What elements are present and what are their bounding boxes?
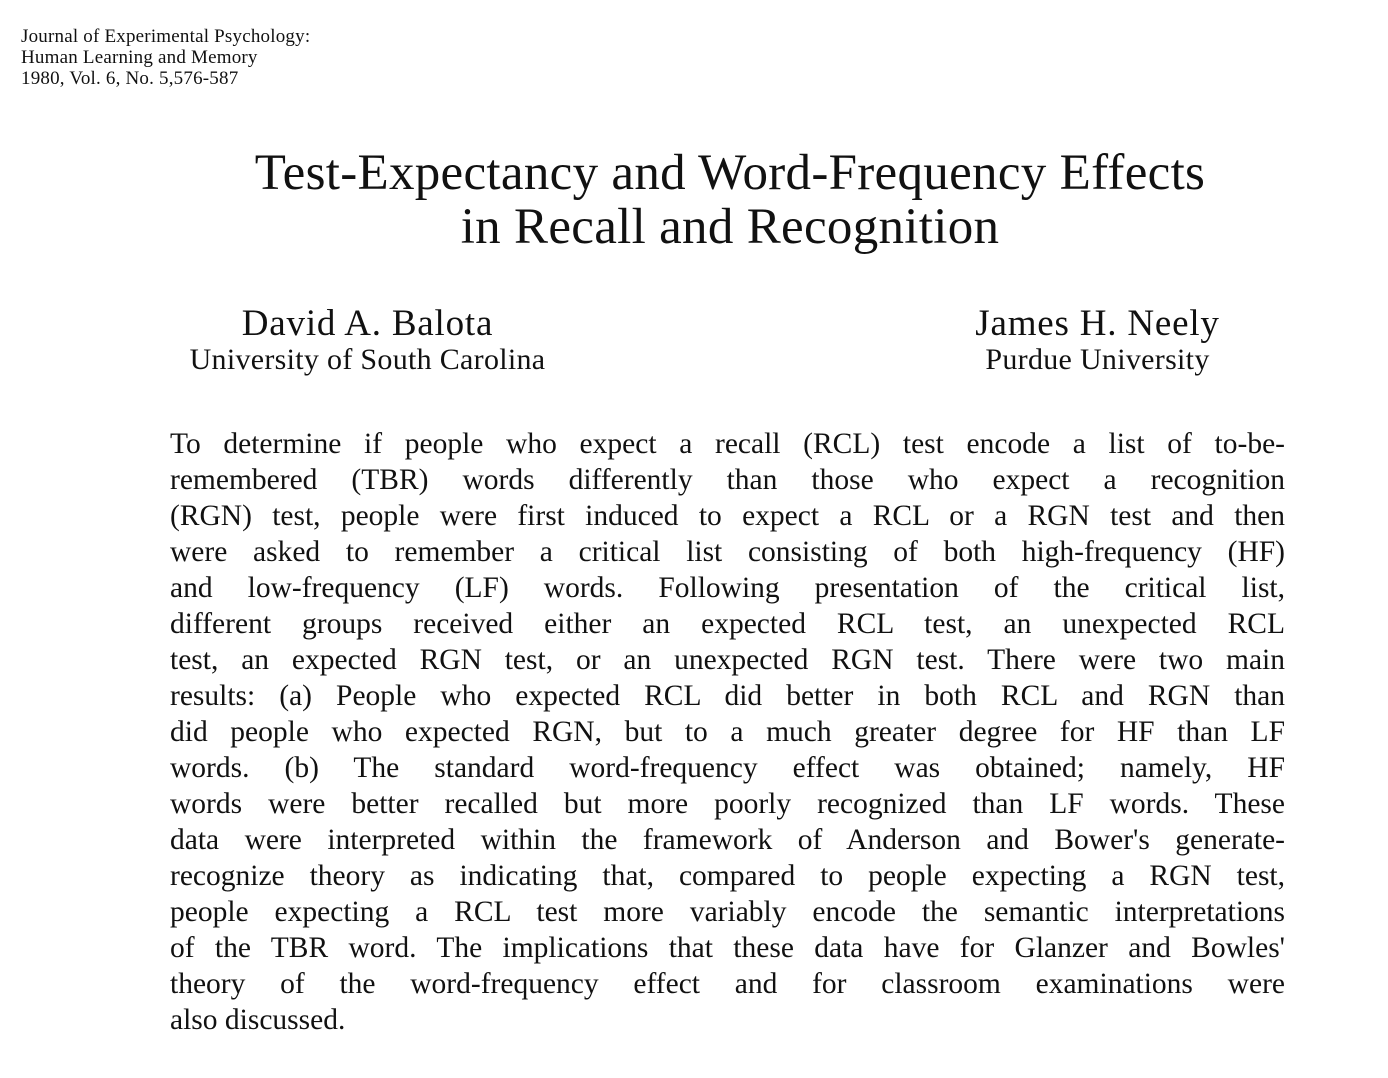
abstract-line: data were interpreted within the framework of Anderson and Bower's generate- <box>170 824 1285 856</box>
abstract <box>170 426 1285 1038</box>
abstract-line: To determine if people who expect a recall (RCL) test encode a list of to-be- <box>170 428 1285 460</box>
abstract-line: results: (a) People who expected RCL did better in both RCL and RGN than <box>170 680 1285 712</box>
abstract-line: and low-frequency (LF) words. Following presentation of the critical list, <box>170 572 1285 604</box>
abstract-line: remembered (TBR) words differently than those who expect a recognition <box>170 464 1285 496</box>
abstract-line: were asked to remember a critical list consisting of both high-frequency (HF) <box>170 536 1285 568</box>
abstract-line: theory of the word-frequency effect and for classroom examinations were <box>170 968 1285 1000</box>
abstract-line: words. (b) The standard word-frequency effect was obtained; namely, HF <box>170 752 1285 784</box>
abstract-line: did people who expected RGN, but to a much greater degree for HF than LF <box>170 716 1285 748</box>
abstract-line: different groups received either an expected RCL test, an unexpected RCL <box>170 608 1285 640</box>
author-block-1 <box>140 304 595 376</box>
abstract-line: people expecting a RCL test more variably encode the semantic interpretations <box>170 896 1285 928</box>
abstract-line: recognize theory as indicating that, compared to people expecting a RGN test, <box>170 860 1285 892</box>
journal-citation <box>21 26 310 89</box>
journal-name: Journal of Experimental Psychology: <box>21 26 311 47</box>
author-block-2 <box>930 304 1265 376</box>
paper-title <box>0 146 1388 254</box>
paper-title-line-2: in Recall and Recognition <box>460 199 1000 255</box>
author-affiliation: Purdue University <box>985 343 1210 376</box>
author-name: David A. Balota <box>241 303 494 344</box>
abstract-line: test, an expected RGN test, or an unexpected RGN test. There were two main <box>170 644 1285 676</box>
author-name: James H. Neely <box>975 303 1220 344</box>
abstract-line: words were better recalled but more poorly recognized than LF words. These <box>170 788 1285 820</box>
abstract-line: of the TBR word. The implications that these data have for Glanzer and Bowles' <box>170 932 1285 964</box>
abstract-line: (RGN) test, people were first induced to expect a RCL or a RGN test and then <box>170 500 1285 532</box>
abstract-line: also discussed. <box>170 1004 346 1036</box>
author-affiliation: University of South Carolina <box>189 343 546 376</box>
paper-title-line-1: Test-Expectancy and Word-Frequency Effects <box>254 145 1206 201</box>
journal-volume: 1980, Vol. 6, No. 5,576-587 <box>21 68 239 89</box>
journal-subtitle: Human Learning and Memory <box>21 47 258 68</box>
